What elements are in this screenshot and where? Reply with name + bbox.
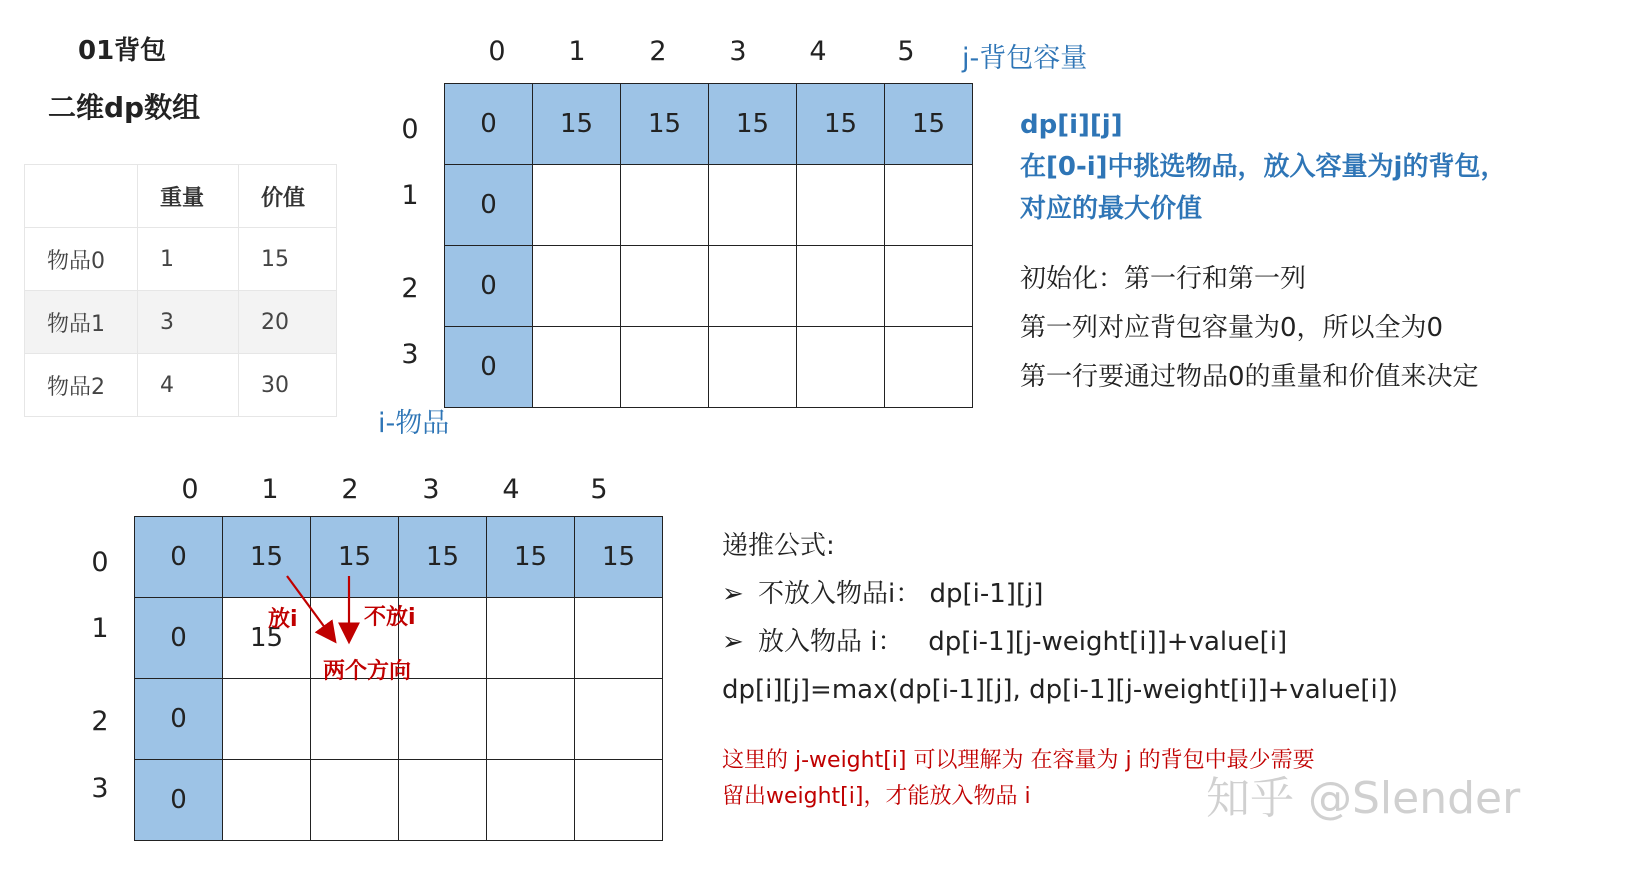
top-col-label: 1 xyxy=(568,36,586,67)
bottom-row-label: 2 xyxy=(91,706,109,737)
dp-cell: 0 xyxy=(445,246,533,327)
case-expr: dp[i-1][j] xyxy=(929,579,1044,609)
dp-cell: 15 xyxy=(885,84,973,165)
dp-cell: 15 xyxy=(533,84,621,165)
recurrence xyxy=(722,522,1398,714)
case-label: 放入物品 i： xyxy=(758,627,904,657)
case-label: 不放入物品i： xyxy=(758,579,922,609)
recurrence-case-2 xyxy=(722,618,1398,666)
top-row-label: 2 xyxy=(401,273,419,304)
top-col-label: 3 xyxy=(729,36,747,67)
init-note-line: 第一行要通过物品0的重量和价值来决定 xyxy=(1020,362,1479,392)
init-note-line: 第一列对应背包容量为0，所以全为0 xyxy=(1020,313,1444,343)
item-name: 物品1 xyxy=(25,291,138,354)
annotation-put: 放i xyxy=(268,607,298,632)
top-row-label: 1 xyxy=(401,180,419,211)
bottom-row-label: 3 xyxy=(91,773,109,804)
dp-cell: 0 xyxy=(135,760,223,841)
top-row-label: 0 xyxy=(401,114,419,145)
dp-cell: 0 xyxy=(135,517,223,598)
dp-cell: 0 xyxy=(445,84,533,165)
page-title: 01背包 xyxy=(78,36,167,66)
dp-cell: 15 xyxy=(399,517,487,598)
dp-cell: 15 xyxy=(487,517,575,598)
item-value: 15 xyxy=(239,228,337,291)
note-line: 留出weight[i]，才能放入物品 i xyxy=(722,784,1031,809)
item-name: 物品2 xyxy=(25,354,138,417)
item-weight: 3 xyxy=(138,291,239,354)
annotation-two-directions: 两个方向 xyxy=(323,659,412,684)
dp-cell: 0 xyxy=(445,165,533,246)
item-name: 物品0 xyxy=(25,228,138,291)
dp-cell: 15 xyxy=(621,84,709,165)
bottom-col-label: 4 xyxy=(502,474,520,505)
dp-cell: 15 xyxy=(223,598,311,679)
dp-definition-line: 对应的最大价值 xyxy=(1020,194,1203,224)
recurrence-heading: 递推公式: xyxy=(722,531,835,561)
top-row-label: 3 xyxy=(401,339,419,370)
top-col-label: 5 xyxy=(897,36,915,67)
items-header-weight: 重量 xyxy=(138,165,239,228)
dp-definition-line: dp[i][j] xyxy=(1020,110,1123,140)
dp-cell: 15 xyxy=(797,84,885,165)
bottom-col-label: 0 xyxy=(181,474,199,505)
item-weight: 4 xyxy=(138,354,239,417)
watermark: 知乎 @Slender xyxy=(1206,773,1521,824)
dp-cell: 0 xyxy=(135,598,223,679)
top-col-label: 4 xyxy=(809,36,827,67)
page-subtitle: 二维dp数组 xyxy=(48,91,201,124)
recurrence-formula: dp[i][j]=max(dp[i-1][j], dp[i-1][j-weight[i]]+value[i]) xyxy=(722,675,1399,705)
init-note-line: 初始化：第一行和第一列 xyxy=(1020,264,1307,294)
bullet-icon: ➢ xyxy=(722,627,744,657)
bottom-col-label: 1 xyxy=(261,474,279,505)
recurrence-case-1 xyxy=(722,570,1398,618)
bottom-col-label: 2 xyxy=(341,474,359,505)
case-expr: dp[i-1][j-weight[i]]+value[i] xyxy=(928,627,1288,657)
top-col-axis-label: j-背包容量 xyxy=(962,43,1088,74)
bottom-col-label: 3 xyxy=(422,474,440,505)
bullet-icon: ➢ xyxy=(722,579,744,609)
bottom-row-label: 0 xyxy=(91,547,109,578)
item-weight: 1 xyxy=(138,228,239,291)
item-value: 30 xyxy=(239,354,337,417)
top-row-axis-label: i-物品 xyxy=(378,408,450,439)
dp-cell: 15 xyxy=(311,517,399,598)
bottom-col-label: 5 xyxy=(590,474,608,505)
top-col-label: 2 xyxy=(649,36,667,67)
note-line: 这里的 j-weight[i] 可以理解为 在容量为 j 的背包中最少需要 xyxy=(722,748,1315,773)
bottom-row-label: 1 xyxy=(91,613,109,644)
dp-cell: 15 xyxy=(223,517,311,598)
annotation-no-put: 不放i xyxy=(364,605,416,630)
top-col-label: 0 xyxy=(488,36,506,67)
dp-cell: 15 xyxy=(709,84,797,165)
item-value: 20 xyxy=(239,291,337,354)
dp-cell: 0 xyxy=(135,679,223,760)
dp-definition-line: 在[0-i]中挑选物品，放入容量为j的背包， xyxy=(1020,152,1507,182)
items-header-value: 价值 xyxy=(239,165,337,228)
dp-cell: 0 xyxy=(445,327,533,408)
dp-cell: 15 xyxy=(575,517,663,598)
